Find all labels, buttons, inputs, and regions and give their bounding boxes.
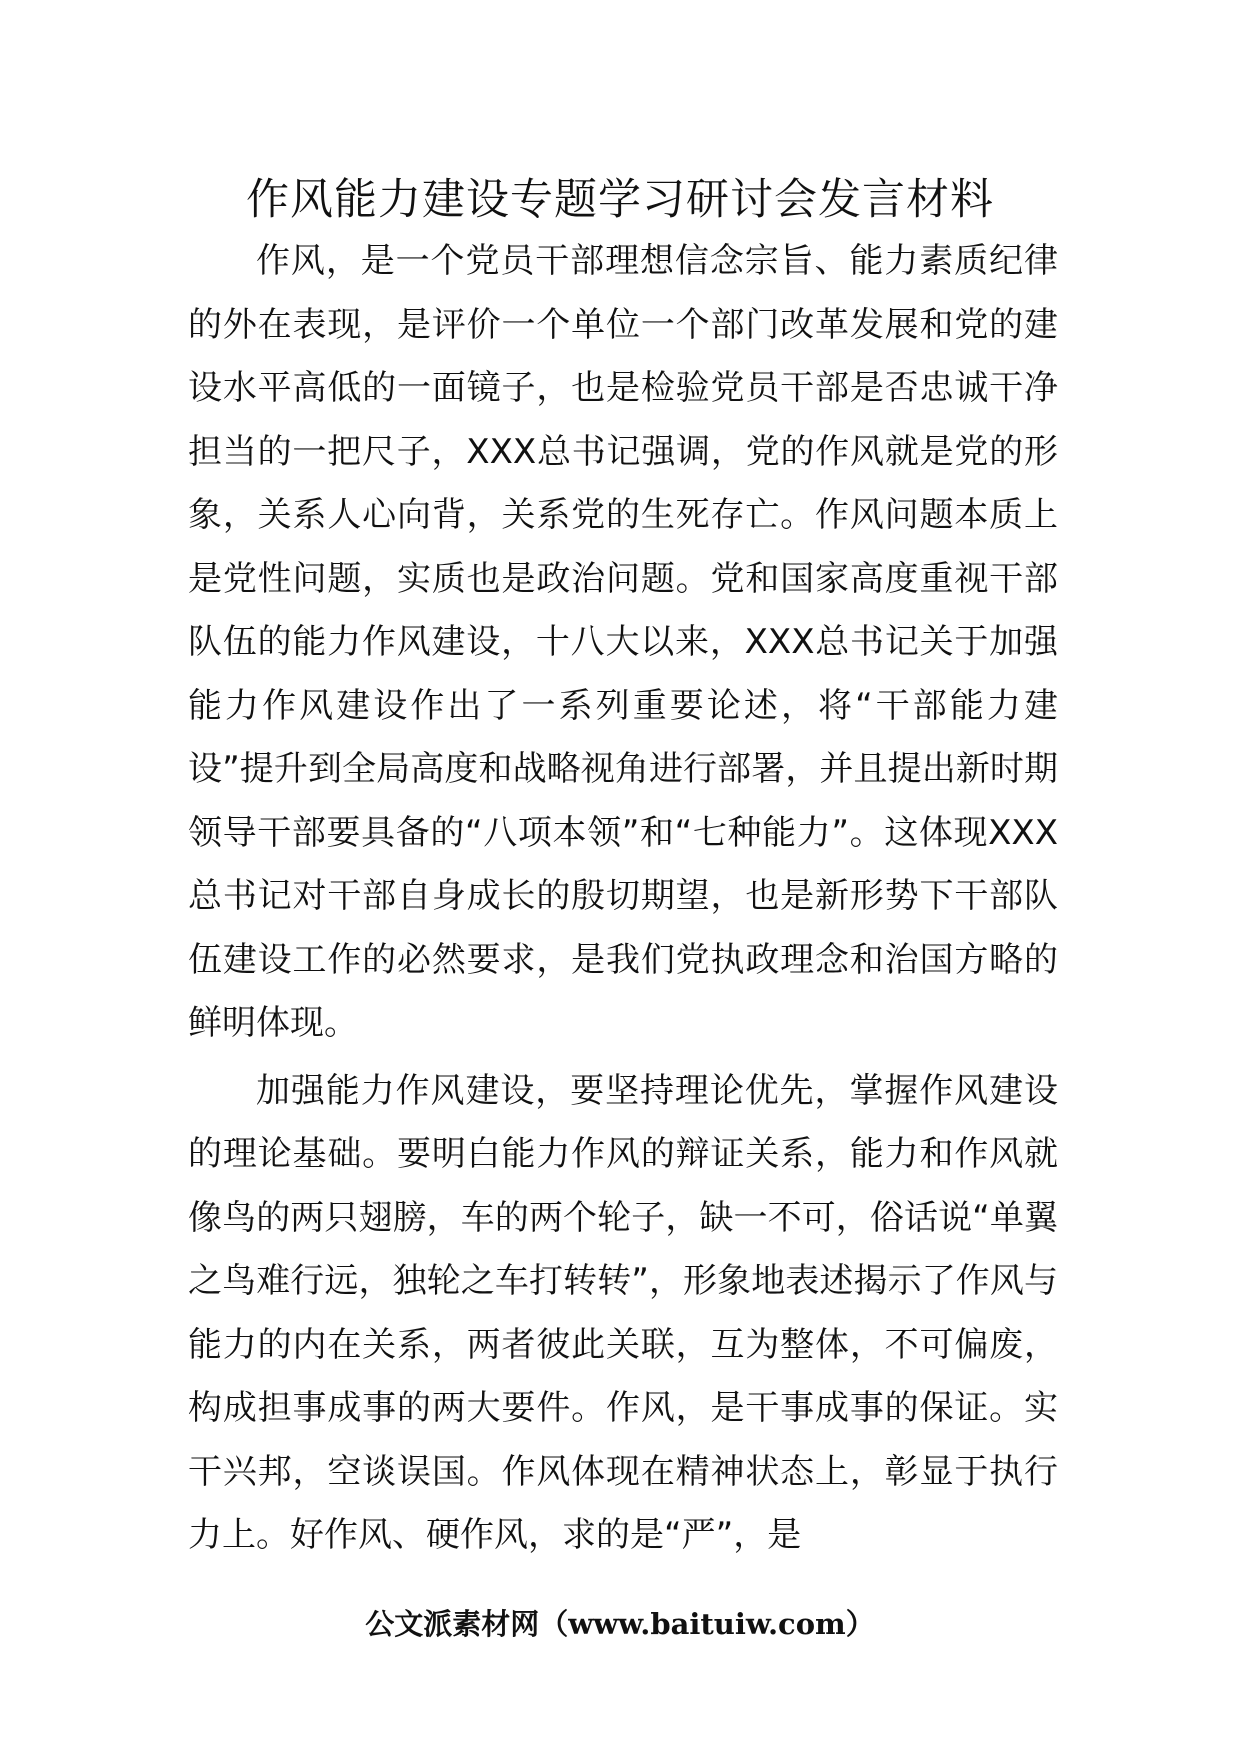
body-paragraph-2: 加强能力作风建设，要坚持理论优先，掌握作风建设的理论基础。要明白能力作风的辩证关系，能力和作风就像鸟的两只翅膀，车的两个轮子，缺一不可，俗话说“单翼之鸟难行远，独轮之车打转转”，形象地表述揭示了作风与能力的内在关系，两者彼此关联，互为整体，不可偏废，构成担事成事的两大要件。作风，是干事成事的保证。实干兴邦，空谈误国。作风体现在精神状态上，彰显于执行力上。好作风、硬作风，求的是“严”，是 <box>188 1070 1058 1555</box>
document-title: 作风能力建设专题学习研讨会发言材料 <box>246 175 994 225</box>
page-footer-watermark: 公文派素材网（www.baituiw.com） <box>365 1607 875 1641</box>
document-body <box>188 230 1058 1568</box>
body-paragraph-1: 作风，是一个党员干部理想信念宗旨、能力素质纪律的外在表现，是评价一个单位一个部门改革发展和党的建设水平高低的一面镜子，也是检验党员干部是否忠诚干净担当的一把尺子，XXX总书记强调，党的作风就是党的形象，关系人心向背，关系党的生死存亡。作风问题本质上是党性问题，实质也是政治问题。党和国家高度重视干部队伍的能力作风建设，十八大以来，XXX总书记关于加强能力作风建设作出了一系列重要论述，将“干部能力建设”提升到全局高度和战略视角进行部署，并且提出新时期领导干部要具备的“八项本领”和“七种能力”。这体现XXX总书记对干部自身成长的殷切期望，也是新形势下干部队伍建设工作的必然要求，是我们党执政理念和治国方略的鲜明体现。 <box>188 241 1058 1043</box>
